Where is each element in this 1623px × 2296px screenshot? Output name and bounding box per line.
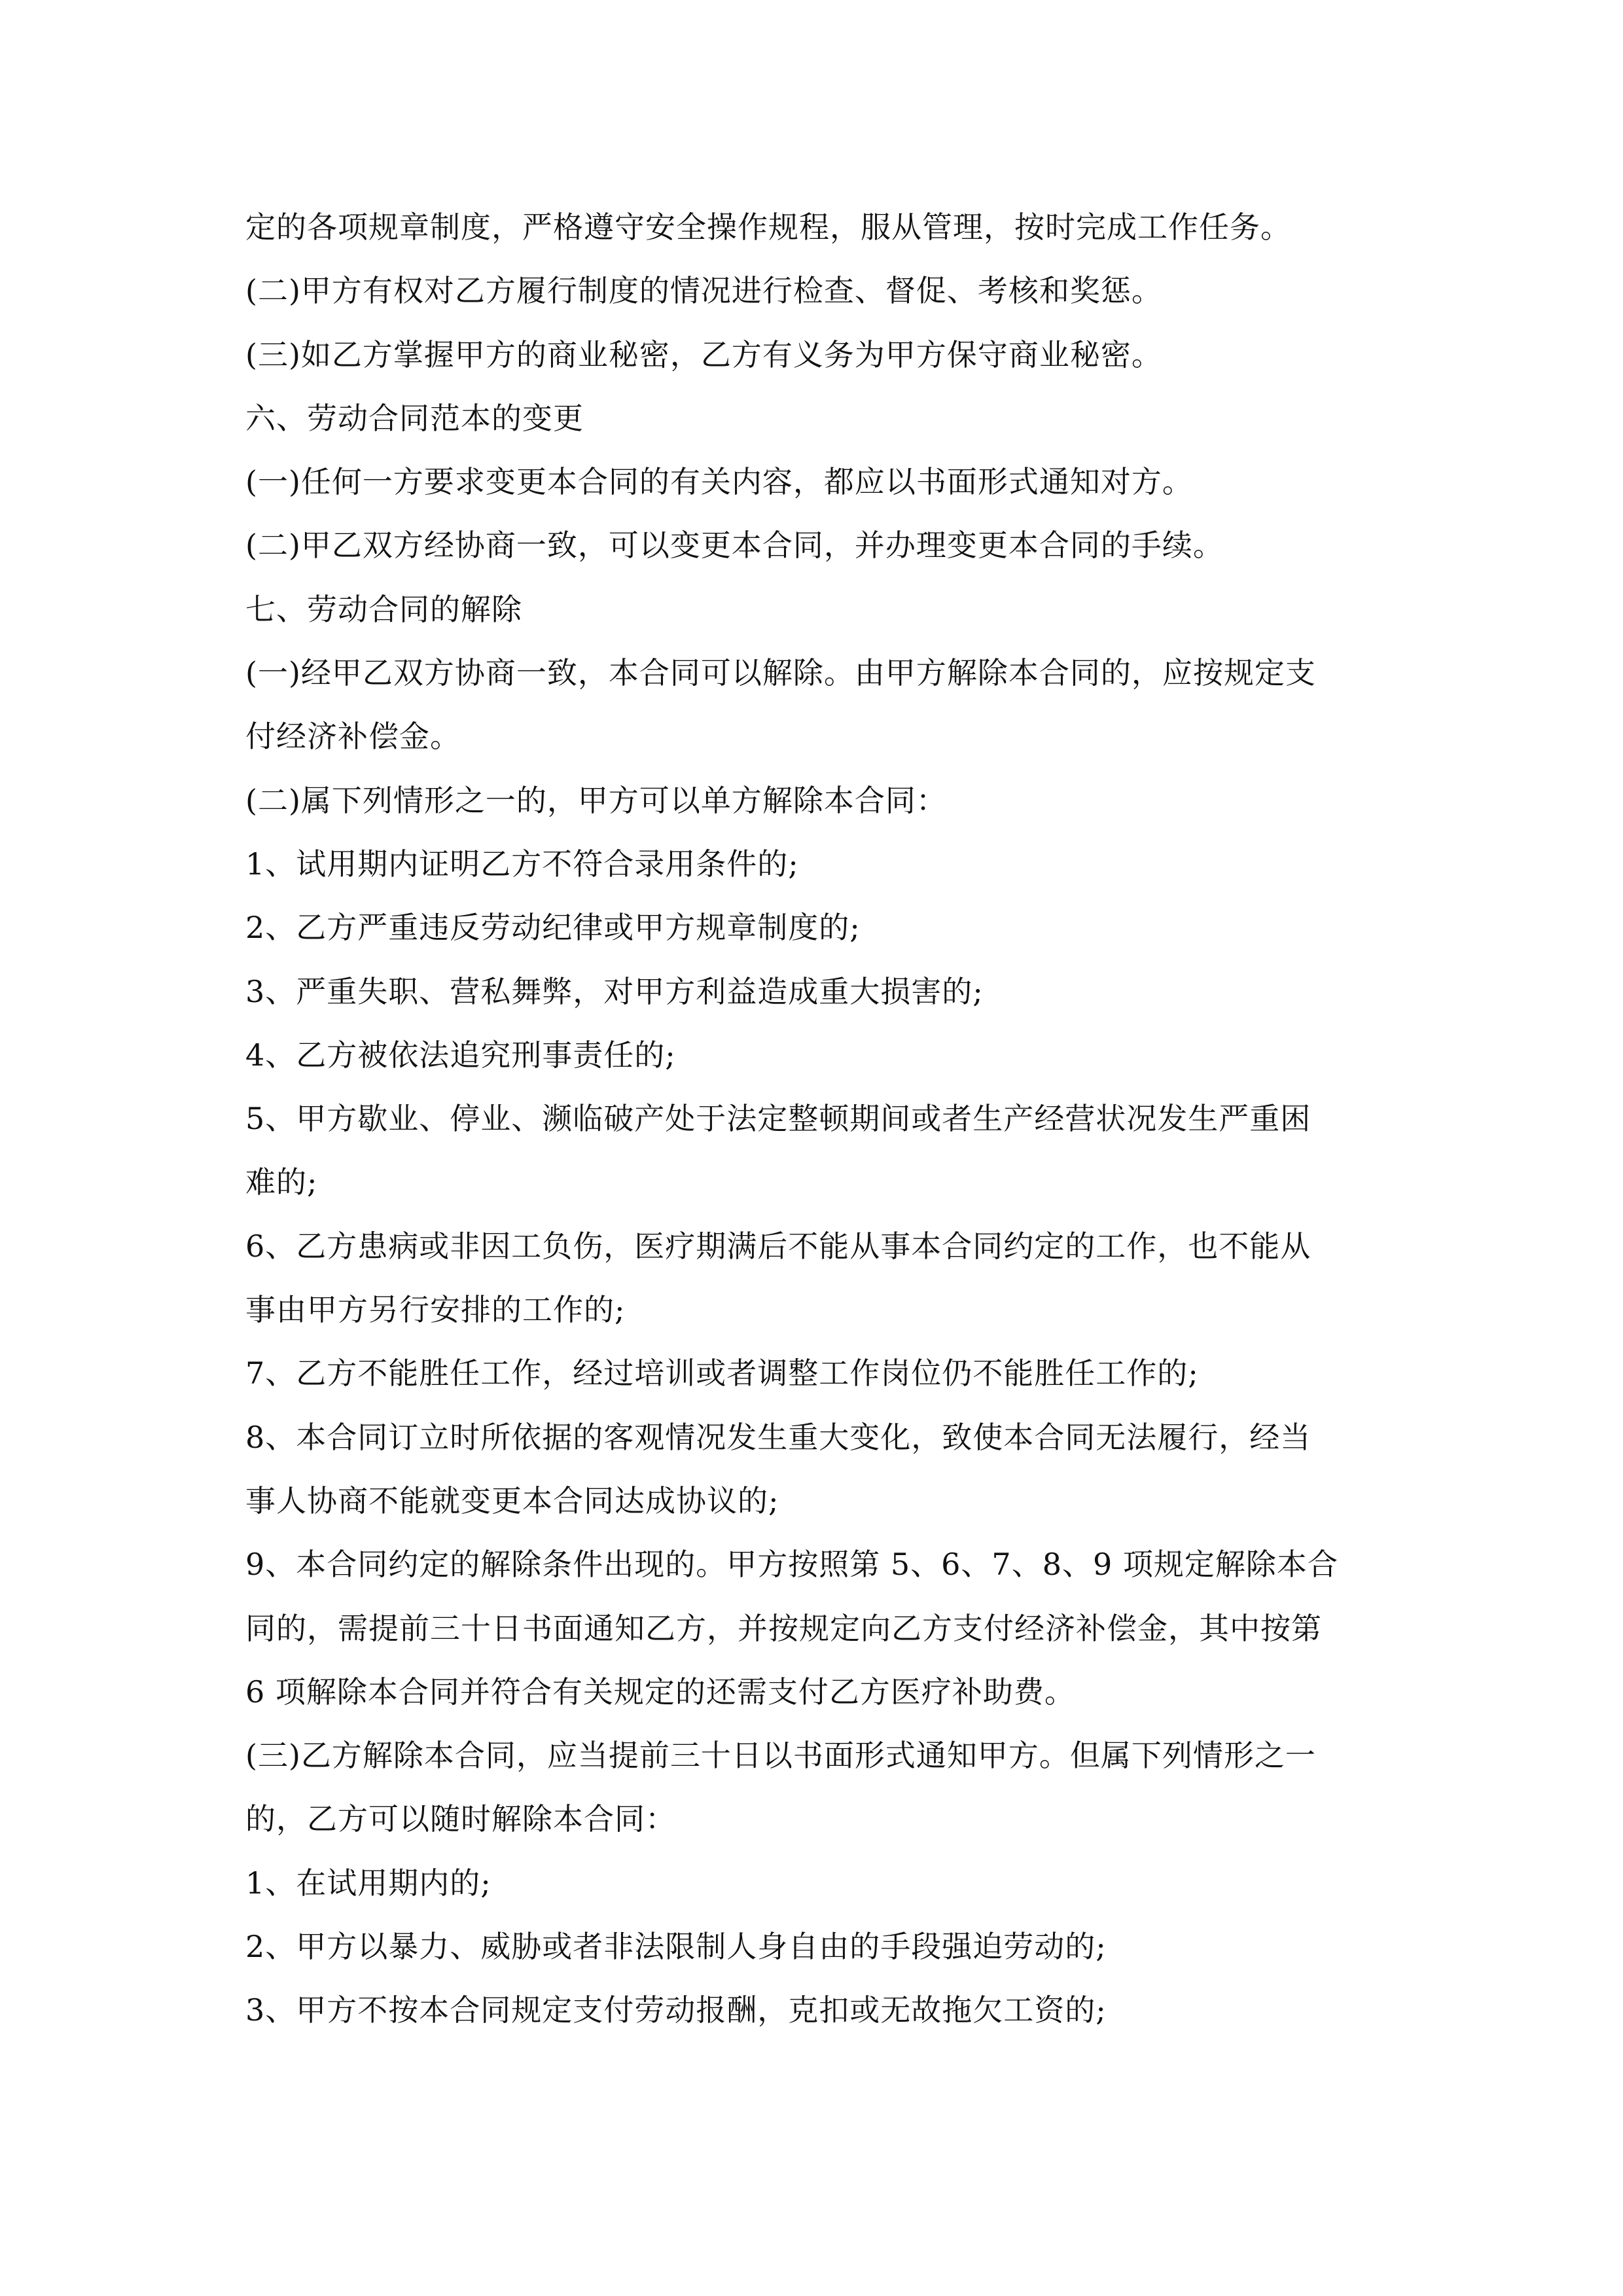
list-item: 6、乙方患病或非因工负伤，医疗期满后不能从事本合同约定的工作，也不能从 [245, 1228, 1311, 1264]
list-item: 3、严重失职、营私舞弊，对甲方利益造成重大损害的; [245, 973, 984, 1009]
list-item: 8、本合同订立时所依据的客观情况发生重大变化，致使本合同无法履行，经当 [245, 1419, 1311, 1455]
section-heading: 七、劳动合同的解除 [245, 591, 522, 627]
list-item: 事人协商不能就变更本合同达成协议的; [245, 1482, 779, 1518]
list-item: 5、甲方歇业、停业、濒临破产处于法定整顿期间或者生产经营状况发生严重困 [245, 1101, 1311, 1137]
body-line: (三)乙方解除本合同，应当提前三十日以书面形式通知甲方。但属下列情形之一 [245, 1738, 1316, 1774]
list-item: 7、乙方不能胜任工作，经过培训或者调整工作岗位仍不能胜任工作的; [245, 1355, 1199, 1391]
body-line: (一)任何一方要求变更本合同的有关内容，都应以书面形式通知对方。 [245, 464, 1193, 500]
list-item: 事由甲方另行安排的工作的; [245, 1292, 626, 1328]
list-item: 1、在试用期内的; [245, 1865, 491, 1901]
body-line: 付经济补偿金。 [245, 719, 461, 755]
body-line: (二)甲方有权对乙方履行制度的情况进行检查、督促、考核和奖惩。 [245, 273, 1162, 309]
body-line: (二)属下列情形之一的，甲方可以单方解除本合同： [245, 782, 947, 818]
list-item: 6 项解除本合同并符合有关规定的还需支付乙方医疗补助费。 [245, 1674, 1075, 1710]
list-item: 3、甲方不按本合同规定支付劳动报酬，克扣或无故拖欠工资的; [245, 1992, 1107, 2028]
list-item: 2、乙方严重违反劳动纪律或甲方规章制度的; [245, 910, 861, 946]
list-item: 2、甲方以暴力、威胁或者非法限制人身自由的手段强迫劳动的; [245, 1929, 1107, 1965]
list-item: 1、试用期内证明乙方不符合录用条件的; [245, 846, 799, 882]
section-heading: 六、劳动合同范本的变更 [245, 400, 584, 436]
body-line: (二)甲乙双方经协商一致，可以变更本合同，并办理变更本合同的手续。 [245, 528, 1224, 564]
body-line: (一)经甲乙双方协商一致，本合同可以解除。由甲方解除本合同的，应按规定支 [245, 655, 1316, 691]
body-line: (三)如乙方掌握甲方的商业秘密，乙方有义务为甲方保守商业秘密。 [245, 336, 1162, 372]
list-item: 9、本合同约定的解除条件出现的。甲方按照第 5、6、7、8、9 项规定解除本合 [245, 1547, 1338, 1583]
body-line: 定的各项规章制度，严格遵守安全操作规程，服从管理，按时完成工作任务。 [245, 209, 1291, 245]
document-body [245, 196, 1381, 2043]
list-item: 同的，需提前三十日书面通知乙方，并按规定向乙方支付经济补偿金，其中按第 [245, 1610, 1322, 1646]
list-item: 4、乙方被依法追究刑事责任的; [245, 1037, 676, 1073]
list-item: 难的; [245, 1164, 318, 1200]
body-line: 的，乙方可以随时解除本合同： [245, 1801, 676, 1837]
